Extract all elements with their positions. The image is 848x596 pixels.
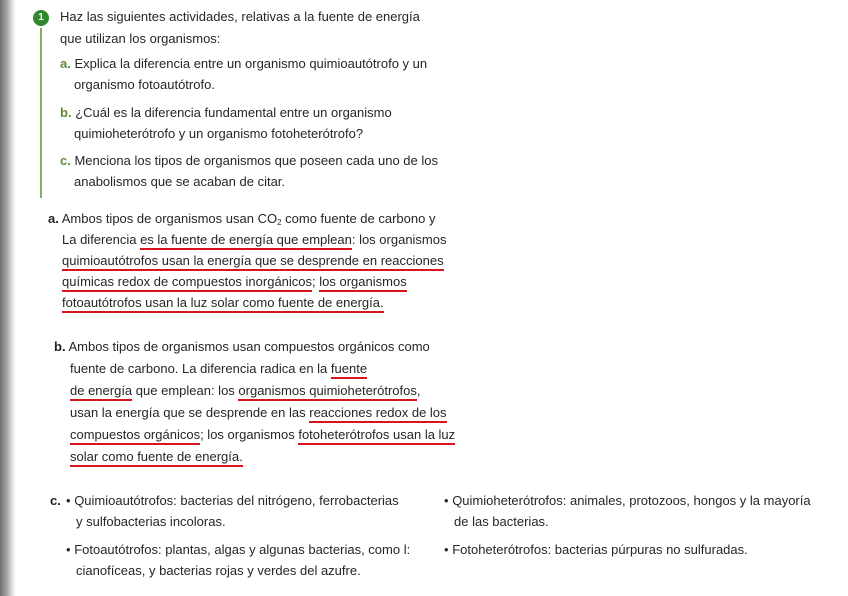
activity-item-a-line-2: organismo fotoautótrofo. (74, 77, 215, 92)
activity-item-text: Menciona los tipos de organismos que poseen cada uno de los (74, 153, 438, 168)
underlined-text: la fuente de energía que emplean (157, 232, 351, 250)
underlined-text: reacciones redox de los (309, 405, 446, 423)
answer-text: ; los organismos (200, 427, 299, 442)
answer-a-line-4 (62, 273, 407, 291)
answer-c-item-2-line-1 (66, 541, 410, 559)
activity-item-text: Explica la diferencia entre un organismo quimioautótrofo y un (74, 56, 428, 71)
activity-item-c-line-2: anabolismos que se acaban de citar. (74, 174, 286, 189)
underlined-text: solar como fuente de energía. (70, 449, 243, 467)
activity-item-label: b. (60, 105, 72, 120)
activity-item-label: c. (60, 153, 71, 168)
underlined-text: fuente (331, 361, 367, 379)
underlined-text: quimioautótrofos usan la energía que se desprende en reacciones (62, 253, 444, 271)
answer-label: c. (50, 493, 61, 508)
answer-text: Quimioheterótrofos: animales, protozoos, hongos y la mayoría (452, 493, 811, 508)
activity-item-a-line-1 (60, 55, 427, 73)
answer-a-line-5 (62, 294, 384, 312)
answer-text: Ambos tipos de organismos usan compuestos orgánicos como (68, 339, 430, 354)
answer-text: ; (312, 274, 320, 289)
answer-c-label (50, 492, 61, 510)
underlined-text: de energía (70, 383, 132, 401)
bullet: • (66, 542, 71, 557)
answer-b-line-2 (70, 360, 367, 378)
answer-label: b. (54, 339, 66, 354)
answer-text: : los organismos (351, 232, 447, 247)
answer-a-line-1 (48, 210, 435, 228)
answer-c-item-4-line-1 (444, 541, 748, 559)
answer-c-item-3-line-2: de las bacterias. (454, 514, 549, 529)
answer-b-line-6 (70, 448, 243, 466)
answer-b-line-1 (54, 338, 430, 356)
answer-text: Quimioautótrofos: bacterias del nitrógeno, ferrobacterias (74, 493, 399, 508)
activity-intro-line-2: que utilizan los organismos: (60, 31, 221, 46)
underlined-text: es (140, 232, 157, 250)
activity-intro-line-1: Haz las siguientes actividades, relativas a la fuente de energía (60, 9, 420, 24)
answer-text: usan la energía que se desprende en las (70, 405, 310, 420)
page-edge-shadow (0, 0, 16, 596)
answer-b-line-3 (70, 382, 421, 400)
activity-item-text: ¿Cuál es la diferencia fundamental entre un organismo (75, 105, 392, 120)
answer-label: a. (48, 211, 59, 226)
subscript-two: 2 (277, 218, 282, 227)
underlined-text: fotoheterótrofos usan la luz (298, 427, 455, 445)
answer-b-line-5 (70, 426, 455, 444)
answer-text: La diferencia (62, 232, 141, 247)
activity-item-c-line-1 (60, 152, 438, 170)
underlined-text: organismos quimioheterótrofos (238, 383, 416, 401)
answer-text: que emplean: los (132, 383, 239, 398)
answer-text: , (416, 383, 421, 398)
bullet: • (66, 493, 71, 508)
answer-c-item-1-line-1 (66, 492, 399, 510)
answer-a-line-3 (62, 252, 444, 270)
answer-text: Fotoheterótrofos: bacterias púrpuras no sulfuradas. (452, 542, 748, 557)
bullet: • (444, 493, 449, 508)
answer-text: Ambos tipos de organismos usan CO (61, 211, 278, 226)
activity-margin-rule (40, 28, 42, 198)
activity-number-badge: 1 (33, 10, 49, 26)
underlined-text: químicas redox de compuestos inorgánicos (62, 274, 312, 292)
underlined-text: fotoautótrofos usan la luz solar como fuente de energía. (62, 295, 384, 313)
underlined-text: los organismos (319, 274, 406, 292)
answer-a-line-2 (62, 231, 447, 249)
activity-item-b-line-1 (60, 104, 392, 122)
underlined-text: compuestos orgánicos (70, 427, 200, 445)
answer-c-item-1-line-2: y sulfobacterias incoloras. (76, 514, 226, 529)
answer-text: fuente de carbono. La diferencia radica en la (70, 361, 331, 376)
activity-item-label: a. (60, 56, 71, 71)
answer-c-item-3-line-1 (444, 492, 811, 510)
answer-b-line-4 (70, 404, 447, 422)
activity-item-b-line-2: quimioheterótrofo y un organismo fotoheterótrofo? (74, 126, 364, 141)
answer-text: Fotoautótrofos: plantas, algas y algunas bacterias, como l: (74, 542, 411, 557)
bullet: • (444, 542, 449, 557)
answer-c-item-2-line-2: cianofíceas, y bacterias rojas y verdes del azufre. (76, 563, 361, 578)
answer-text: como fuente de carbono y (281, 211, 436, 226)
